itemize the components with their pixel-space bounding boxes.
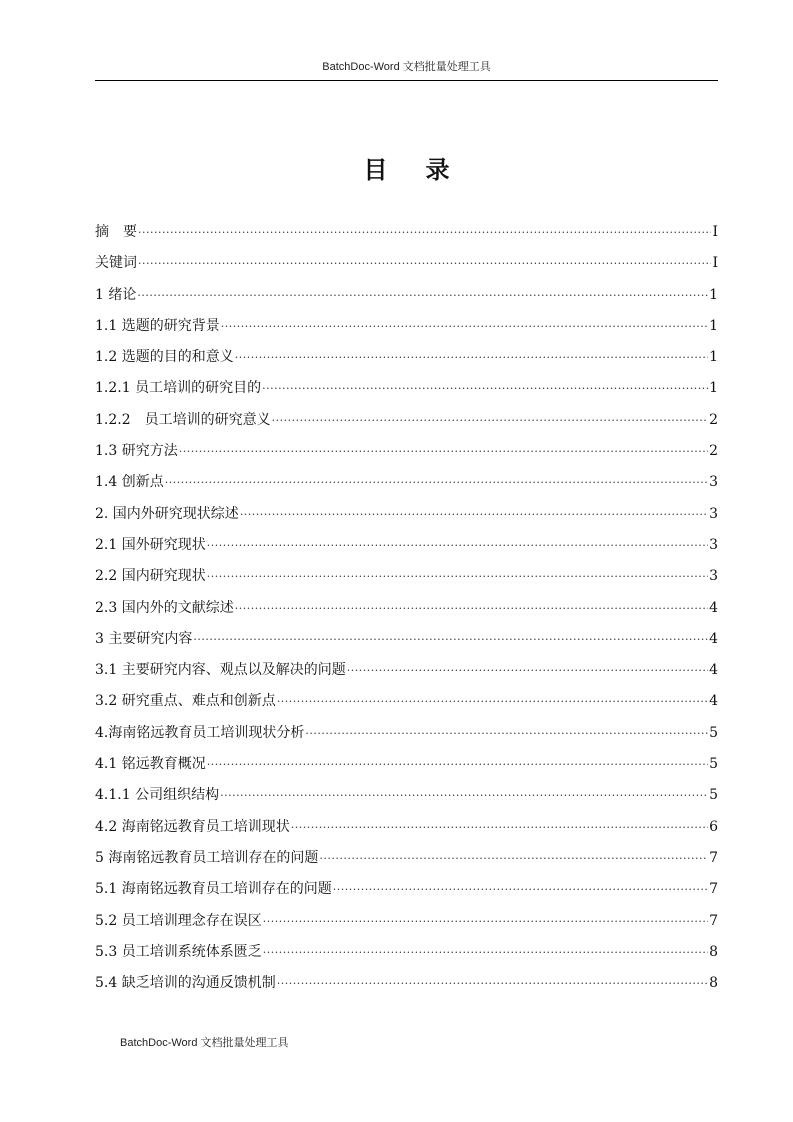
toc-entry-label: 3.1 主要研究内容、观点以及解决的问题: [95, 662, 346, 679]
toc-entry-label: 2. 国内外研究现状综述: [95, 505, 239, 522]
toc-entry-label: 1.2 选题的目的和意义: [95, 349, 234, 366]
toc-entry[interactable]: [95, 972, 718, 1003]
toc-entry[interactable]: [95, 690, 718, 721]
toc-entry-label: 4.1 铭远教育概况: [95, 756, 206, 773]
toc-entry[interactable]: [95, 910, 718, 941]
toc-entry-page: 3: [709, 505, 718, 522]
toc-leader-dots: [207, 570, 708, 583]
toc-entry-label: 1.1 选题的研究背景: [95, 317, 220, 334]
toc-entry[interactable]: [95, 597, 718, 628]
toc-entry-label: 5.3 员工培训系统体系匮乏: [95, 943, 262, 960]
toc-entry-label: 摘 要: [95, 224, 137, 240]
toc-leader-dots: [263, 946, 708, 959]
toc-entry[interactable]: [95, 534, 718, 565]
toc-entry[interactable]: [95, 315, 718, 346]
toc-leader-dots: [272, 414, 708, 427]
toc-entry[interactable]: [95, 784, 718, 815]
toc-entry-page: 1: [709, 349, 718, 366]
toc-entry-label: 5.1 海南铭远教育员工培训存在的问题: [95, 881, 332, 898]
toc-entry-page: 6: [709, 818, 718, 835]
toc-entry-label: 2.1 国外研究现状: [95, 536, 206, 553]
toc-entry[interactable]: [95, 377, 718, 408]
header-divider: [95, 80, 718, 81]
page-footer: BatchDoc-Word 文档批量处理工具: [120, 1037, 289, 1049]
toc-entry-page: 4: [709, 662, 718, 679]
toc-leader-dots: [262, 382, 708, 395]
toc-entry-page: 5: [709, 724, 718, 741]
toc-leader-dots: [220, 789, 708, 802]
toc-entry-page: 7: [709, 912, 718, 929]
toc-entry-label: 3.2 研究重点、难点和创新点: [95, 693, 276, 710]
toc-entry-label: 4.2 海南铭远教育员工培训现状: [95, 818, 290, 835]
toc-entry-page: 4: [709, 630, 718, 647]
toc-entry[interactable]: [95, 503, 718, 534]
toc-entry-page: 8: [709, 975, 718, 992]
toc-entry[interactable]: [95, 440, 718, 471]
toc-leader-dots: [221, 320, 708, 333]
toc-leader-dots: [138, 257, 711, 270]
toc-entry[interactable]: [95, 252, 718, 283]
toc-entry-label: 2.2 国内研究现状: [95, 568, 206, 585]
toc-entry-label: 1.2.2 员工培训的研究意义: [95, 411, 271, 428]
toc-leader-dots: [277, 977, 708, 990]
toc-leader-dots: [305, 727, 708, 740]
toc-leader-dots: [333, 883, 708, 896]
toc-entry-label: 关键词: [95, 255, 137, 272]
toc-entry-label: 3 主要研究内容: [95, 630, 193, 647]
toc-entry-label: 1 绪论: [95, 286, 137, 303]
toc-entry-page: 7: [709, 881, 718, 898]
toc-entry-page: 3: [709, 568, 718, 585]
toc-entry-page: I: [712, 224, 718, 240]
toc-leader-dots: [291, 821, 708, 834]
toc-entry[interactable]: [95, 221, 718, 252]
page-title: 目录: [363, 155, 488, 184]
toc-entry-label: 4.1.1 公司组织结构: [95, 787, 220, 804]
toc-entry-page: 2: [709, 443, 718, 460]
toc-entry[interactable]: [95, 722, 718, 753]
toc-entry-page: 7: [709, 849, 718, 866]
toc-entry-page: 5: [709, 787, 718, 804]
toc-entry-label: 5.2 员工培训理念存在误区: [95, 912, 262, 929]
toc-entry[interactable]: [95, 847, 718, 878]
toc-entry-page: 1: [709, 286, 718, 303]
toc-leader-dots: [277, 695, 708, 708]
toc-entry-page: 4: [709, 693, 718, 710]
toc-entry-page: 8: [709, 943, 718, 960]
toc-entry-page: 5: [709, 756, 718, 773]
toc-entry-label: 1.2.1 员工培训的研究目的: [95, 380, 262, 397]
toc-entry-label: 4.海南铭远教育员工培训现状分析: [95, 724, 305, 741]
toc-leader-dots: [165, 476, 708, 489]
toc-entry-page: 1: [709, 380, 718, 397]
table-of-contents: [95, 221, 718, 1003]
toc-entry-page: 3: [709, 536, 718, 553]
toc-entry[interactable]: [95, 628, 718, 659]
toc-entry[interactable]: [95, 816, 718, 847]
toc-entry[interactable]: [95, 878, 718, 909]
toc-entry-page: 1: [709, 317, 718, 334]
toc-leader-dots: [207, 539, 708, 552]
toc-entry-page: 4: [709, 599, 718, 616]
toc-entry[interactable]: [95, 565, 718, 596]
toc-leader-dots: [319, 852, 708, 865]
toc-leader-dots: [347, 664, 708, 677]
page-header: BatchDoc-Word 文档批量处理工具: [322, 61, 491, 73]
toc-entry-label: 1.3 研究方法: [95, 443, 178, 460]
toc-entry[interactable]: [95, 284, 718, 315]
toc-entry-label: 2.3 国内外的文献综述: [95, 599, 234, 616]
toc-entry-page: 3: [709, 474, 718, 491]
toc-entry-page: I: [712, 255, 718, 272]
toc-leader-dots: [235, 351, 708, 364]
toc-leader-dots: [179, 445, 708, 458]
toc-leader-dots: [263, 915, 708, 928]
toc-entry-label: 5.4 缺乏培训的沟通反馈机制: [95, 975, 276, 992]
toc-entry[interactable]: [95, 941, 718, 972]
toc-entry[interactable]: [95, 659, 718, 690]
toc-entry[interactable]: [95, 409, 718, 440]
toc-leader-dots: [240, 508, 708, 521]
toc-entry[interactable]: [95, 471, 718, 502]
toc-entry-label: 5 海南铭远教育员工培训存在的问题: [95, 849, 319, 866]
toc-entry[interactable]: [95, 346, 718, 377]
toc-entry-page: 2: [709, 411, 718, 428]
toc-leader-dots: [193, 633, 708, 646]
toc-entry[interactable]: [95, 753, 718, 784]
toc-leader-dots: [235, 602, 708, 615]
toc-leader-dots: [207, 758, 708, 771]
toc-entry-label: 1.4 创新点: [95, 474, 164, 491]
toc-leader-dots: [137, 289, 708, 302]
toc-leader-dots: [138, 226, 711, 239]
